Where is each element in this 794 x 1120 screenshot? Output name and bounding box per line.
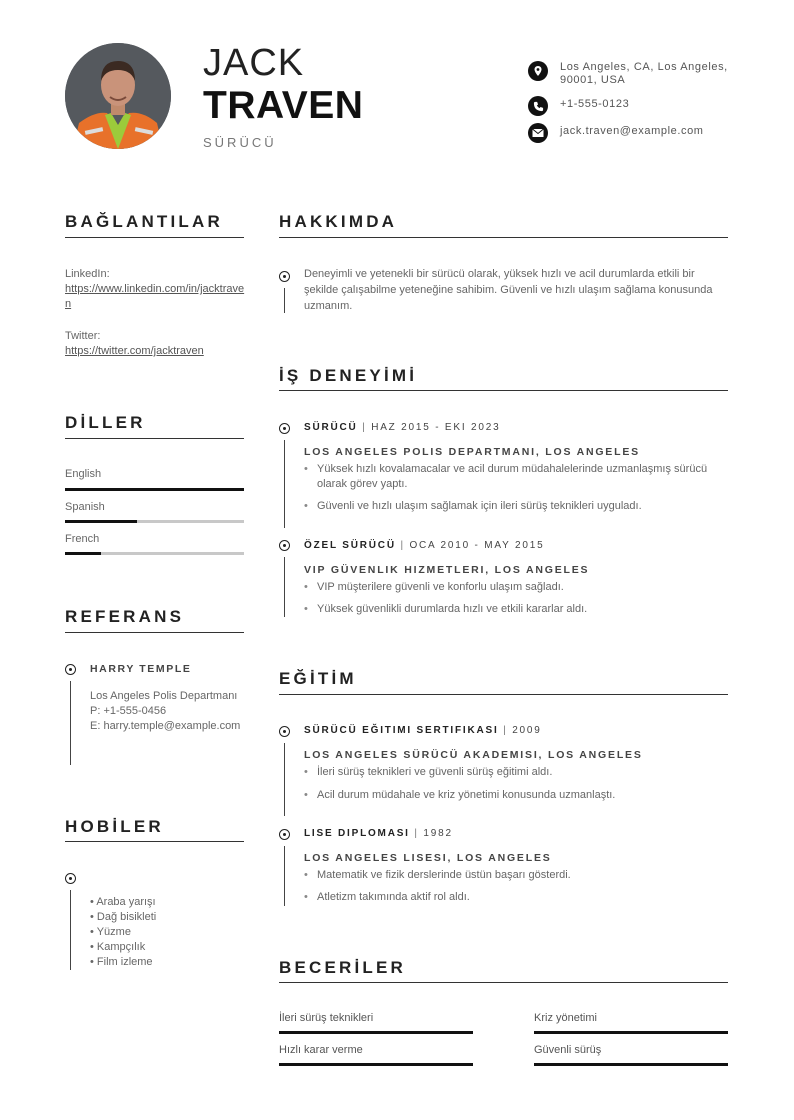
job-header: ÖZEL SÜRÜCÜ | OCA 2010 - MAY 2015 (304, 540, 545, 551)
language-bar-fill (65, 488, 244, 491)
experience-title: İŞ DENEYİMİ (279, 366, 418, 385)
divider (279, 982, 728, 983)
timeline-dot-icon (65, 664, 76, 675)
hobby-item: • Araba yarışı (90, 896, 156, 908)
address-text: Los Angeles, CA, Los Angeles, 90001, USA (560, 61, 728, 86)
skills-title: BECERİLER (279, 958, 407, 977)
skill-name: İleri sürüş teknikleri (279, 1012, 374, 1024)
education-bullet: • Atletizm takımında aktif rol aldı. (304, 890, 724, 905)
timeline-dot-icon (65, 873, 76, 884)
languages-title: DİLLER (65, 413, 146, 432)
job-organization: VIP GÜVENLIK HIZMETLERI, LOS ANGELES (304, 564, 590, 576)
timeline-dot-icon (279, 271, 290, 282)
job-role: SÜRÜCÜ (203, 135, 277, 150)
hobby-list (90, 895, 156, 970)
language-bar-fill (65, 520, 137, 523)
timeline-dot-icon (279, 540, 290, 551)
first-name: JACK (203, 42, 305, 84)
job-bullet: • Güvenli ve hızlı ulaşım sağlamak için ileri sürüş teknikleri uyguladı. (304, 499, 724, 514)
about-title: HAKKIMDA (279, 212, 398, 231)
divider (279, 237, 728, 238)
job-header: SÜRÜCÜ | HAZ 2015 - EKI 2023 (304, 422, 501, 433)
location-pin-icon (528, 61, 548, 81)
divider (65, 841, 244, 842)
envelope-icon (528, 123, 548, 143)
language-bar (65, 552, 244, 555)
job-bullet: • VIP müşterilere güvenli ve konforlu ulaşım sağladı. (304, 580, 724, 595)
timeline-line (284, 846, 285, 906)
skill-name: Güvenli sürüş (534, 1044, 602, 1056)
contact-address (528, 61, 728, 87)
timeline-dot-icon (279, 423, 290, 434)
language-bar (65, 520, 244, 523)
links-title: BAĞLANTILAR (65, 212, 223, 231)
language-name: Spanish (65, 501, 105, 513)
language-name: French (65, 533, 100, 545)
twitter-label: Twitter: (65, 330, 101, 342)
hobby-item: • Kampçılık (90, 941, 146, 953)
education-bullet: • Acil durum müdahale ve kriz yönetimi konusunda uzmanlaştı. (304, 788, 724, 803)
job-bullet: • Yüksek hızlı kovalamacalar ve acil durum müdahalelerinde uzmanlaşmış sürücü olarak görev yaptı. (304, 462, 724, 492)
last-name: TRAVEN (203, 84, 364, 127)
divider (65, 438, 244, 439)
education-header: SÜRÜCÜ EĞITIMI SERTIFIKASI | 2009 (304, 725, 542, 736)
phone-icon (528, 96, 548, 116)
timeline-line (70, 890, 71, 970)
phone-text: +1-555-0123 (560, 98, 630, 110)
language-name: English (65, 468, 102, 480)
timeline-dot-icon (279, 726, 290, 737)
timeline-line (284, 743, 285, 816)
divider (65, 237, 244, 238)
profile-photo (65, 43, 171, 149)
education-header: LISE DIPLOMASI | 1982 (304, 828, 453, 839)
timeline-dot-icon (279, 829, 290, 840)
skill-bar (534, 1063, 728, 1066)
job-organization: LOS ANGELES POLIS DEPARTMANI, LOS ANGELES (304, 446, 640, 458)
divider (279, 390, 728, 391)
linkedin-link[interactable]: https://www.linkedin.com/in/jacktraven (65, 283, 245, 310)
contact-phone (528, 96, 728, 116)
hobby-item: • Film izleme (90, 956, 153, 968)
education-school: LOS ANGELES LISESI, LOS ANGELES (304, 852, 552, 864)
about-text: Deneyimli ve yetenekli bir sürücü olarak, yüksek hızlı ve acil durumlarda etkili bir şekilde çalışabilme yeteneğine sahibim. Güvenli ve hızlı ulaşım sağlama konusunda uzmanım. (304, 268, 713, 312)
reference-name: HARRY TEMPLE (90, 663, 192, 675)
education-bullet: • İleri sürüş teknikleri ve güvenli sürüş eğitimi aldı. (304, 765, 724, 780)
language-bar (65, 488, 244, 491)
timeline-line (284, 557, 285, 617)
skill-bar (534, 1031, 728, 1034)
language-bar-fill (65, 552, 101, 555)
skill-bar (279, 1063, 473, 1066)
skill-bar (279, 1031, 473, 1034)
timeline-line (284, 440, 285, 528)
timeline-line (284, 288, 285, 313)
skill-name: Hızlı karar verme (279, 1044, 363, 1056)
links-block (65, 267, 245, 359)
skill-name: Kriz yönetimi (534, 1012, 597, 1024)
contact-email (528, 123, 728, 143)
education-title: EĞİTİM (279, 669, 357, 688)
hobbies-title: HOBİLER (65, 817, 164, 836)
divider (279, 694, 728, 695)
references-title: REFERANS (65, 607, 185, 626)
twitter-link[interactable]: https://twitter.com/jacktraven (65, 345, 204, 357)
email-text[interactable]: jack.traven@example.com (560, 125, 704, 137)
divider (65, 632, 244, 633)
education-school: LOS ANGELES SÜRÜCÜ AKADEMISI, LOS ANGELES (304, 749, 643, 761)
hobby-item: • Yüzme (90, 926, 131, 938)
linkedin-label: LinkedIn: (65, 268, 110, 280)
job-bullet: • Yüksek güvenlikli durumlarda hızlı ve etkili kararlar aldı. (304, 602, 724, 617)
education-bullet: • Matematik ve fizik derslerinde üstün başarı gösterdi. (304, 868, 724, 883)
reference-details: Los Angeles Polis Departmanı P: +1-555-0456 E: harry.temple@example.com (90, 690, 241, 732)
timeline-line (70, 681, 71, 765)
hobby-item: • Dağ bisikleti (90, 911, 157, 923)
